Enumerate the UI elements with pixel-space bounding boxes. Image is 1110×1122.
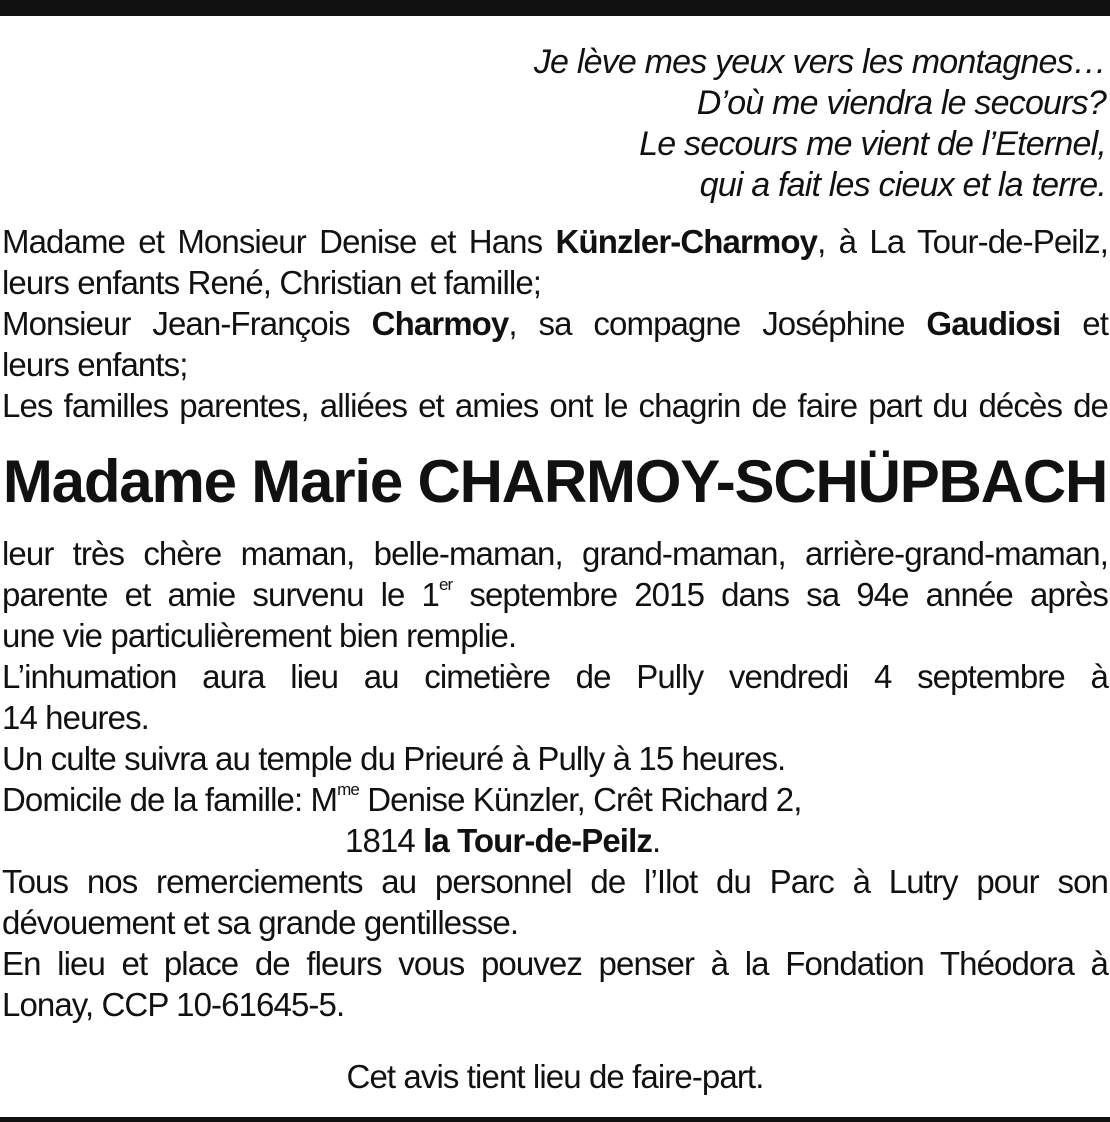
family-name-kunzler: Künzler-Charmoy (555, 223, 818, 260)
body-line: 14 heures. (2, 699, 149, 736)
text-span: Domicile de la famille: M (2, 781, 338, 818)
text-span: , sa compagne Joséphine (508, 305, 927, 342)
locality-bold: la Tour-de-Peilz (423, 822, 652, 859)
family-line (2, 221, 1108, 262)
body-line: En lieu et place de fleurs vous pouvez penser à la Fondation Théodora à (2, 945, 1108, 982)
announcement-body (2, 533, 1108, 1025)
verse-line: qui a fait les cieux et la terre. (699, 166, 1106, 204)
family-line (2, 303, 1108, 344)
body-line: dévouement et sa grande gentillesse. (2, 904, 519, 941)
bottom-rule (0, 1117, 1110, 1122)
text-span: Madame et Monsieur Denise et Hans (2, 223, 556, 260)
body-line: une vie particulièrement bien remplie. (2, 617, 517, 654)
text-span: , à La Tour-de-Peilz, (817, 223, 1109, 260)
text-span: et (1060, 305, 1109, 342)
text-span: Monsieur Jean-François (2, 305, 372, 342)
verse-line: D’où me viendra le secours? (696, 84, 1106, 122)
text-span: 1814 (345, 822, 424, 859)
text-span: . (651, 822, 661, 859)
verse-line: Le secours me vient de l’Eternel, (639, 125, 1106, 163)
body-line (2, 574, 1108, 615)
text-span: parente et amie survenu le 1 (2, 576, 439, 613)
family-line: leurs enfants René, Christian et famille; (2, 264, 542, 301)
family-name-charmoy: Charmoy (371, 305, 509, 342)
psalm-verse (534, 42, 1106, 206)
verse-line: Je lève mes yeux vers les montagnes… (533, 43, 1106, 81)
body-line: Tous nos remerciements au personnel de l’Ilot du Parc à Lutry pour son (2, 863, 1108, 900)
top-rule (0, 0, 1110, 16)
text-span: Denise Künzler, Crêt Richard 2, (358, 781, 802, 818)
family-name-gaudiosi: Gaudiosi (926, 305, 1061, 342)
body-line: Un culte suivra au temple du Prieuré à Pully à 15 heures. (2, 740, 786, 777)
body-line (2, 779, 1108, 820)
body-line: Lonay, CCP 10-61645-5. (2, 986, 345, 1023)
deceased-name: Madame Marie CHARMOY-SCHÜPBACH (2, 448, 1108, 515)
family-line: leurs enfants; (2, 346, 188, 383)
superscript: er (438, 575, 453, 594)
body-line: L’inhumation aura lieu au cimetière de Pully vendredi 4 septembre à (2, 658, 1108, 695)
footer-note: Cet avis tient lieu de faire-part. (346, 1058, 764, 1095)
body-line: leur très chère maman, belle-maman, grand-maman, arrière-grand-maman, (2, 535, 1108, 572)
body-line (2, 820, 1108, 861)
text-span: septembre 2015 dans sa 94e année après (452, 576, 1108, 613)
family-announcement (2, 221, 1108, 426)
family-line: Les familles parentes, alliées et amies ont le chagrin de faire part du décès de (2, 387, 1108, 424)
superscript: me (337, 780, 359, 799)
